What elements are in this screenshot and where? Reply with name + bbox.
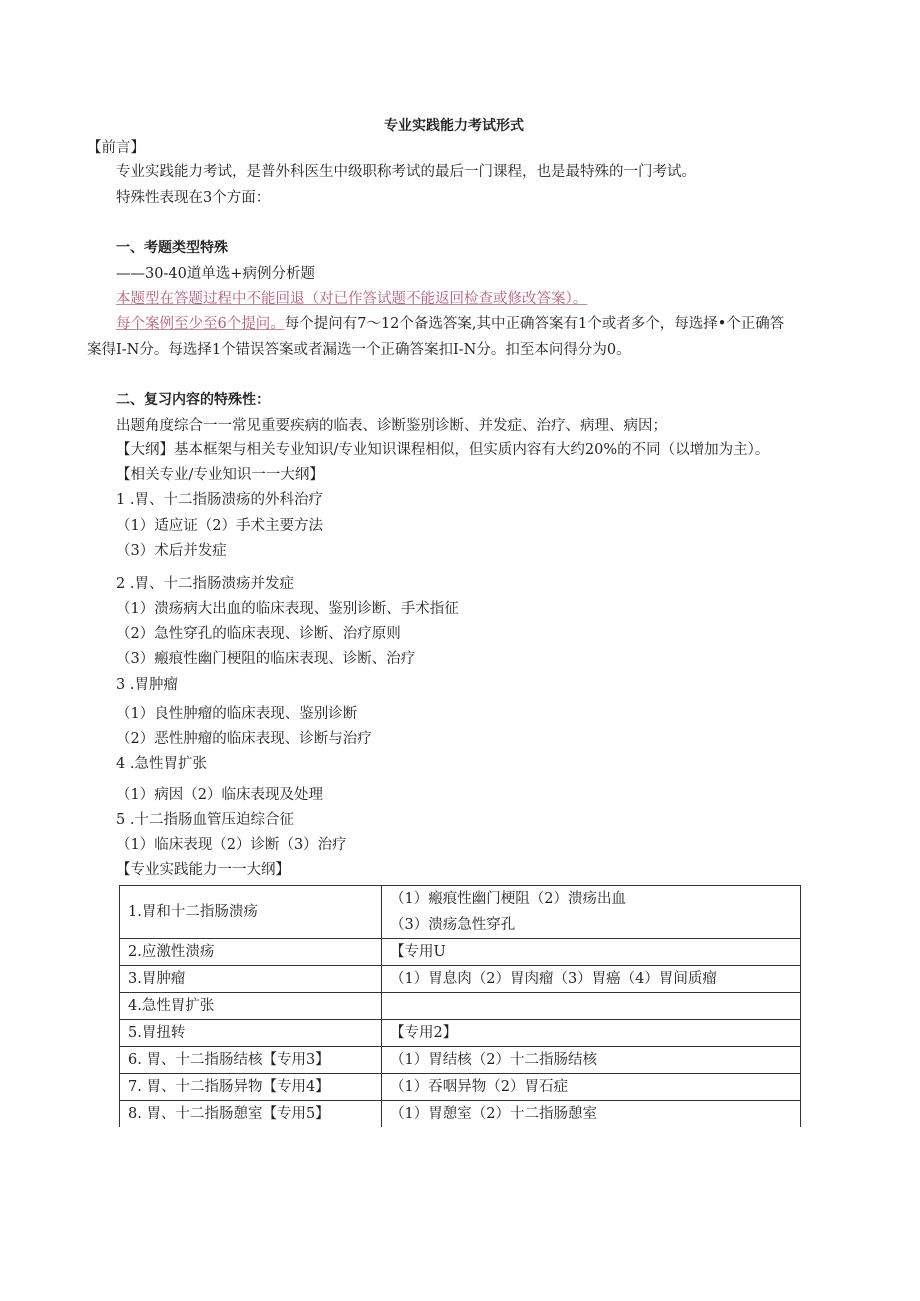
table-cell-topic: 7. 胃、十二指肠异物【专用4】 [120,1074,382,1101]
outline-subitem: （1）临床表现（2）诊断（3）治疗 [116,837,347,853]
section-line [116,314,784,334]
table-cell-topic: 1.胃和十二指肠溃疡 [120,886,382,939]
outline-subitem: （1）病因（2）临床表现及处理 [116,787,323,803]
highlighted-line: 本题型在答题过程中不能回退（对已作答试题不能返回检查或修改答案）。 [116,291,588,307]
table-cell-content: （1）胃结核（2）十二指肠结核 [382,1047,801,1074]
table-row [120,1101,801,1128]
outline-subitem: （1）适应证（2）手术主要方法 [116,518,323,534]
table-cell-topic: 4.急性胃扩张 [120,993,382,1020]
table-cell-topic: 8. 胃、十二指肠憩室【专用5】 [120,1101,382,1128]
table-cell-content: （1）胃憩室（2）十二指肠憩室 [382,1101,801,1128]
table-cell-content: （1）胃息肉（2）胃肉瘤（3）胃癌（4）胃间质瘤 [382,966,801,993]
table-cell-content: 【专用U [382,939,801,966]
table-cell-topic: 5.胃扭转 [120,1020,382,1047]
table-row [120,966,801,993]
outline-subitem: （1）溃疡病大出血的临床表现、鉴别诊断、手术指征 [116,601,459,617]
outline-table [119,885,801,1127]
preface-paragraph: 专业实践能力考试，是普外科医生中级职称考试的最后一门课程，也是最特殊的一门考试。 [116,164,696,180]
section-line: 【相关专业/专业知识一一大纲】 [116,467,324,483]
outline-subitem: （3）术后并发症 [116,543,227,559]
section-line: 【大纲】基本框架与相关专业知识/专业知识课程相似，但实质内容有大约20%的不同（以增加为主）。 [116,442,770,458]
section-heading: 二、复习内容的特殊性： [116,392,270,408]
section-text: 每个提问有7～12个备选答案,其中正确答案有1个或者多个，每选择•个正确答 [284,316,785,332]
table-row [120,886,801,939]
outline-subitem: （3）瘢痕性幽门梗阻的临床表现、诊断、治疗 [116,651,416,667]
table-cell-topic: 6. 胃、十二指肠结核【专用3】 [120,1047,382,1074]
outline-subitem: （2）急性穿孔的临床表现、诊断、治疗原则 [116,626,401,642]
outline-item: 4 .急性胃扩张 [116,756,207,772]
table-cell-content [382,993,801,1020]
preface-heading: 【前言】 [87,140,145,156]
page-title: 专业实践能力考试形式 [384,118,524,134]
outline-item: 2 .胃、十二指肠溃疡并发症 [116,576,294,592]
preface-paragraph: 特殊性表现在3个方面： [116,190,271,206]
table-cell-topic: 3.胃肿瘤 [120,966,382,993]
table-row [120,939,801,966]
table-cell-content [382,886,801,939]
cell-line: （3）溃疡急性穿孔 [390,917,516,933]
table-heading: 【专业实践能力一一大纲】 [116,862,290,878]
outline-subitem: （1）良性肿瘤的临床表现、鉴别诊断 [116,706,358,722]
outline-item: 1 .胃、十二指肠溃疡的外科治疗 [116,492,323,508]
table-row [120,1020,801,1047]
outline-item: 3 .胃肿瘤 [116,677,178,693]
outline-item: 5 .十二指肠血管压迫综合征 [116,812,294,828]
section-line: 案得I-N分。每选择1个错误答案或者漏选一个正确答案扣I-N分。扣至本问得分为0。 [87,342,631,358]
highlighted-text: 每个案例至少至6个提问。 [116,316,285,332]
table-cell-content: 【专用2】 [382,1020,801,1047]
table-row [120,1074,801,1101]
table-cell-topic: 2.应激性溃疡 [120,939,382,966]
table-row [120,1047,801,1074]
outline-subitem: （2）恶性肿瘤的临床表现、诊断与治疗 [116,731,372,747]
section-line: 出题角度综合一一常见重要疾病的临表、诊断鉴别诊断、并发症、治疗、病理、病因； [116,418,667,434]
section-heading: 一、考题类型特殊 [116,240,228,256]
section-line: ——30-40道单选+病例分析题 [116,266,315,282]
cell-line: （1）瘢痕性幽门梗阻（2）溃疡出血 [390,891,626,907]
table-row [120,993,801,1020]
table-cell-content: （1）吞咽异物（2）胃石症 [382,1074,801,1101]
